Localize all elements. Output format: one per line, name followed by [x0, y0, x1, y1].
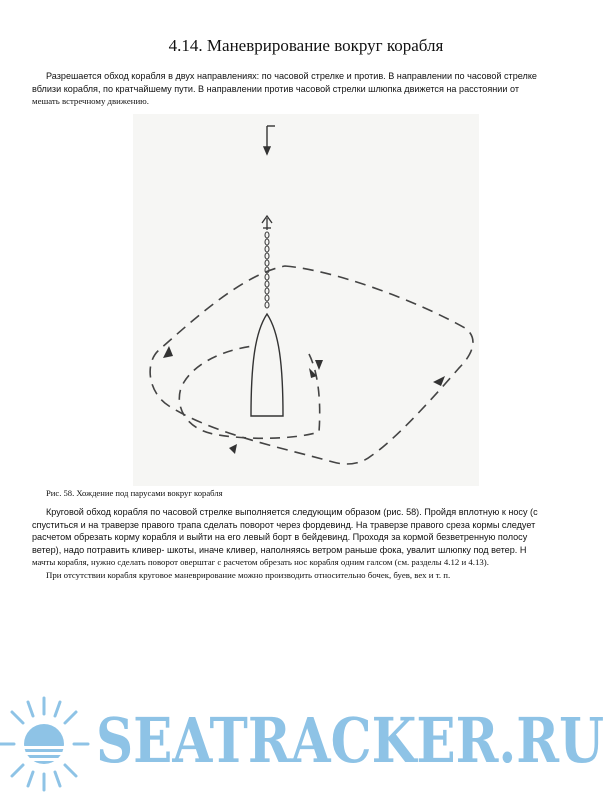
inner-route-path	[179, 346, 319, 438]
body-paragraph	[32, 506, 598, 582]
body-line: спуститься и на траверзе правого трапа сделать поворот через фордевинд. На траверзе правого среза кормы следует	[32, 519, 536, 530]
intro-line: Разрешается обход корабля в двух направлениях: по часовой стрелке и против. В направлении по часовой стрелке	[46, 71, 537, 81]
anchor-chain	[265, 232, 269, 308]
watermark-logo	[0, 690, 612, 792]
body-line: мачты корабля, нужно сделать поворот оверштаг с расчетом обрезать нос корабля одним галсом (см. разделы 4.12 и 4.13).	[32, 557, 489, 568]
body-line: Круговой обход корабля по часовой стрелке выполняется следующим образом (рис. 58). Пройдя вплотную к носу (с	[46, 507, 538, 517]
sun-icon	[0, 698, 90, 790]
maneuver-diagram	[133, 114, 479, 486]
body-line: ветер), надо потравить кливер- шкоты, иначе кливер, наполняясь ветром раньше фока, увалит шлюпку под ветер. Н	[32, 544, 527, 555]
direction-arrow-icon	[163, 346, 445, 454]
figure-caption: Рис. 58. Хождение под парусами вокруг корабля	[46, 488, 223, 498]
body-line: При отсутствии корабля круговое маневрирование можно производить относительно бочек, буев, вех и т. п.	[46, 569, 451, 580]
ship-hull	[251, 314, 283, 416]
intro-paragraph	[32, 70, 598, 108]
page-title: 4.14. Маневрирование вокруг корабля	[168, 36, 444, 55]
body-line: расчетом обрезать корму корабля и выйти на его левый борт в бейдевинд. Проходя за кормой безветренную полосу	[32, 532, 528, 543]
figure-diagram	[133, 114, 479, 486]
wind-flag-icon	[264, 126, 275, 154]
logo-text: SEATRACKER.RU	[96, 704, 604, 777]
intro-line: вблизи корабля, по кратчайшему пути. В направлении против часовой стрелки шлюпка движется на расстоянии от	[32, 83, 519, 94]
intro-line: мешать встречному движению.	[32, 96, 149, 107]
anchor-icon	[262, 216, 272, 230]
